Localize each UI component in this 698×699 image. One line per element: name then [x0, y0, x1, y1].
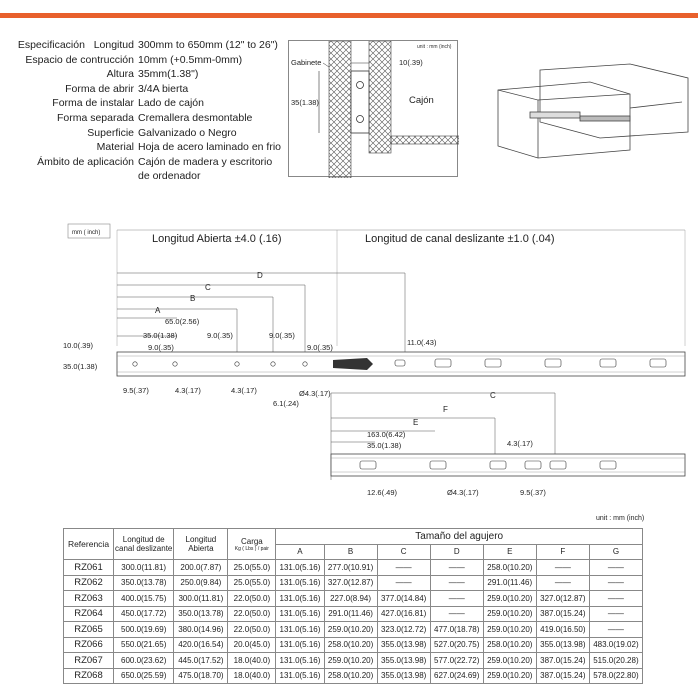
- table-cell: 483.0(19.02): [589, 637, 642, 653]
- mounting-slot: [600, 461, 616, 469]
- table-cell: 627.0(24.69): [430, 668, 483, 684]
- spec-row: [8, 169, 288, 184]
- table-cell: 291.0(11.46): [324, 606, 377, 622]
- table-cell: 18.0(40.0): [228, 668, 276, 684]
- mounting-slot: [545, 359, 561, 367]
- table-cell: 227.0(8.94): [324, 591, 377, 607]
- table-body: [64, 560, 643, 684]
- table-cell: ——: [536, 560, 589, 576]
- table-cell: ——: [377, 575, 430, 591]
- table-cell: 550.0(21.65): [114, 637, 174, 653]
- drawer-illustration: [490, 60, 690, 170]
- table-cell: 355.0(13.98): [377, 637, 430, 653]
- spec-row: [8, 96, 288, 111]
- table-cell-ref: RZ067: [64, 653, 114, 669]
- spec-value: de ordenador: [138, 170, 201, 183]
- dim-10: 10.0(.39): [63, 341, 94, 350]
- table-cell: 420.0(16.54): [174, 637, 228, 653]
- longitud-canal-label: Longitud de canal deslizante ±1.0 (.04): [365, 233, 555, 245]
- dimension-C: C: [205, 283, 211, 292]
- gap-dimension: 10(.39): [399, 58, 423, 67]
- table-row: [64, 606, 643, 622]
- table-cell: 259.0(10.20): [483, 591, 536, 607]
- table-cell: 25.0(55.0): [228, 575, 276, 591]
- section-diagram: [288, 40, 458, 177]
- mounting-slot: [650, 359, 666, 367]
- dim-35h: 35.0(1.38): [63, 362, 98, 371]
- drawer-slide-rail: [580, 116, 630, 121]
- table-cell: 18.0(40.0): [228, 653, 276, 669]
- table-row: [64, 622, 643, 638]
- header-longitud-canal: Longitud de canal deslizante: [114, 529, 174, 560]
- dim-43a: 4.3(.17): [175, 386, 201, 395]
- table-cell: 380.0(14.96): [174, 622, 228, 638]
- longitud-abierta-label: Longitud Abierta ±4.0 (.16): [152, 233, 282, 245]
- table-cell: 577.0(22.72): [430, 653, 483, 669]
- mounting-slot: [395, 360, 405, 366]
- dim-95b: 9.5(.37): [520, 488, 546, 497]
- specifications-list: [8, 38, 288, 184]
- dim-9b: 9.0(.35): [207, 331, 233, 340]
- cabinet-outline: [540, 64, 688, 138]
- mounting-hole: [271, 362, 275, 366]
- spec-row: [8, 140, 288, 155]
- table-cell: ——: [430, 575, 483, 591]
- dimension-C-lower: C: [490, 391, 496, 400]
- dim-43b: 4.3(.17): [231, 386, 257, 395]
- table-cell: 377.0(14.84): [377, 591, 430, 607]
- table-cell-ref: RZ062: [64, 575, 114, 591]
- table-cell: 22.0(50.0): [228, 606, 276, 622]
- header-longitud-abierta: Longitud Abierta: [174, 529, 228, 560]
- table-cell: 300.0(11.81): [114, 560, 174, 576]
- dimensions-table: [63, 528, 643, 684]
- table-cell: ——: [430, 606, 483, 622]
- table-cell: 131.0(5.16): [276, 560, 324, 576]
- table-cell: 600.0(23.62): [114, 653, 174, 669]
- table-cell: 300.0(11.81): [174, 591, 228, 607]
- table-cell: 131.0(5.16): [276, 622, 324, 638]
- header-col: E: [483, 544, 536, 560]
- spec-key-sub: Longitud: [93, 39, 134, 51]
- table-cell: 131.0(5.16): [276, 653, 324, 669]
- spec-key: Forma separada: [56, 111, 134, 124]
- table-cell: 25.0(55.0): [228, 560, 276, 576]
- table-cell: 20.0(45.0): [228, 637, 276, 653]
- spec-value: Cajón de madera y escritorio: [138, 155, 273, 168]
- table-cell: 131.0(5.16): [276, 575, 324, 591]
- table-cell: 400.0(15.75): [114, 591, 174, 607]
- spec-key: [8, 38, 138, 53]
- table-cell: 527.0(20.75): [430, 637, 483, 653]
- table-cell: 259.0(10.20): [324, 653, 377, 669]
- table-cell: 259.0(10.20): [483, 622, 536, 638]
- mounting-hole: [133, 362, 137, 366]
- table-cell: ——: [430, 560, 483, 576]
- table-cell: 131.0(5.16): [276, 606, 324, 622]
- dimension-E: E: [413, 418, 419, 427]
- section-diagram-svg: [289, 41, 459, 178]
- table-cell: 477.0(18.78): [430, 622, 483, 638]
- spec-value: Galvanizado o Negro: [138, 126, 237, 139]
- dim-phi2: Ø4.3(.17): [447, 488, 479, 497]
- table-cell: ——: [589, 560, 642, 576]
- spec-key: Forma de instalar: [52, 97, 134, 110]
- table-cell: 327.0(12.87): [324, 575, 377, 591]
- table-cell: 355.0(13.98): [377, 668, 430, 684]
- table-cell: 131.0(5.16): [276, 637, 324, 653]
- dim-43c: 4.3(.17): [507, 439, 533, 448]
- dimension-B: B: [190, 294, 196, 303]
- gabinete-label: Gabinete: [291, 58, 322, 67]
- dim-11: 11.0(.43): [407, 338, 437, 347]
- mounting-hole: [235, 362, 239, 366]
- table-cell: 445.0(17.52): [174, 653, 228, 669]
- table-unit-label: unit : mm (inch): [596, 515, 645, 522]
- table-cell: ——: [589, 606, 642, 622]
- mounting-slot: [485, 359, 501, 367]
- table-cell: ——: [430, 591, 483, 607]
- mounting-hole: [303, 362, 307, 366]
- spec-row: [8, 126, 288, 141]
- mounting-slot: [490, 461, 506, 469]
- table-cell: 327.0(12.87): [536, 591, 589, 607]
- spec-row: [8, 155, 288, 170]
- spec-key: Material: [96, 141, 134, 154]
- spec-value: 35mm(1.38"): [138, 68, 199, 81]
- header-accent-bar: [0, 0, 698, 18]
- table-cell: 355.0(13.98): [536, 637, 589, 653]
- table-cell-ref: RZ065: [64, 622, 114, 638]
- header-col: B: [324, 544, 377, 560]
- table-cell-ref: RZ066: [64, 637, 114, 653]
- table-cell: 350.0(13.78): [174, 606, 228, 622]
- slide-dimension-drawing: [55, 218, 695, 508]
- spec-row: [8, 67, 288, 82]
- drawer-wall: [369, 41, 391, 153]
- table-cell: 475.0(18.70): [174, 668, 228, 684]
- mounting-hole: [173, 362, 177, 366]
- spec-key: Altura: [106, 68, 134, 81]
- dim-9d: 9.0(.35): [307, 343, 333, 352]
- header-col: F: [536, 544, 589, 560]
- slide-profile: [351, 71, 369, 133]
- table-row: [64, 653, 643, 669]
- table-cell: 578.0(22.80): [589, 668, 642, 684]
- table-cell: 650.0(25.59): [114, 668, 174, 684]
- dim-phi: Ø4.3(.17): [299, 389, 331, 398]
- spec-key: Forma de abrir: [65, 82, 134, 95]
- mounting-slot: [600, 359, 616, 367]
- table-cell: 450.0(17.72): [114, 606, 174, 622]
- table-cell: ——: [589, 622, 642, 638]
- table-cell: 131.0(5.16): [276, 591, 324, 607]
- table-cell-ref: RZ061: [64, 560, 114, 576]
- dim-35: 35.0(1.38): [143, 331, 178, 340]
- dim-9a: 9.0(.35): [148, 343, 174, 352]
- spec-value: 300mm to 650mm (12" to 26"): [138, 39, 278, 51]
- dim-35b: 35.0(1.38): [367, 441, 402, 450]
- header-col: G: [589, 544, 642, 560]
- spec-key: Superficie: [87, 126, 134, 139]
- dimension-A: A: [155, 306, 161, 315]
- header-col: A: [276, 544, 324, 560]
- header-referencia: Referencia: [64, 529, 114, 560]
- table-cell: 259.0(10.20): [483, 668, 536, 684]
- table-cell-ref: RZ064: [64, 606, 114, 622]
- dim-163: 163.0(6.42): [367, 430, 406, 439]
- table-cell-ref: RZ068: [64, 668, 114, 684]
- table-row: [64, 575, 643, 591]
- table-cell: 515.0(20.28): [589, 653, 642, 669]
- table-cell: 350.0(13.78): [114, 575, 174, 591]
- spec-row: [8, 82, 288, 97]
- table-cell: 200.0(7.87): [174, 560, 228, 576]
- table-cell: 131.0(5.16): [276, 668, 324, 684]
- table-cell: 277.0(10.91): [324, 560, 377, 576]
- height-dimension: 35(1.38): [291, 98, 319, 107]
- table-cell: 258.0(10.20): [483, 637, 536, 653]
- table-cell: 259.0(10.20): [483, 606, 536, 622]
- mounting-slot: [525, 461, 541, 469]
- spec-value: 3/4A bierta: [138, 82, 189, 95]
- dim-9c: 9.0(.35): [269, 331, 295, 340]
- table-cell: 259.0(10.20): [483, 653, 536, 669]
- spec-row: [8, 38, 288, 53]
- dim-65: 65.0(2.56): [165, 317, 200, 326]
- table-row: [64, 560, 643, 576]
- mounting-slot: [435, 359, 451, 367]
- table-cell-ref: RZ063: [64, 591, 114, 607]
- table-cell: 500.0(19.69): [114, 622, 174, 638]
- table-cell: ——: [589, 575, 642, 591]
- dim-61: 6.1(.24): [273, 399, 299, 408]
- table-row: [64, 637, 643, 653]
- dimension-F: F: [443, 405, 448, 414]
- spec-value: 10mm (+0.5mm-0mm): [138, 53, 243, 66]
- table-cell: 22.0(50.0): [228, 591, 276, 607]
- slide-lever: [333, 358, 373, 370]
- table-cell: 387.0(15.24): [536, 668, 589, 684]
- slide-rail-inner: [331, 454, 685, 476]
- dim-126: 12.6(.49): [367, 488, 398, 497]
- cajon-label: Cajón: [409, 95, 434, 106]
- table-cell: 355.0(13.98): [377, 653, 430, 669]
- table-cell: ——: [536, 575, 589, 591]
- table-cell: 258.0(10.20): [483, 560, 536, 576]
- spec-value: Cremallera desmontable: [138, 111, 253, 124]
- drawer-slide: [530, 112, 580, 118]
- cabinet-wall: [329, 41, 351, 178]
- spec-key: Ámbito de aplicación: [37, 155, 134, 168]
- table-cell: 387.0(15.24): [536, 653, 589, 669]
- mounting-slot: [550, 461, 566, 469]
- table-cell: ——: [589, 591, 642, 607]
- table-cell: 22.0(50.0): [228, 622, 276, 638]
- table-cell: 387.0(15.24): [536, 606, 589, 622]
- spec-value: Hoja de acero laminado en frio: [138, 141, 282, 154]
- header-tamano: Tamaño del agujero: [276, 529, 643, 545]
- table-cell: 291.0(11.46): [483, 575, 536, 591]
- table-cell: 427.0(16.81): [377, 606, 430, 622]
- dim-95: 9.5(.37): [123, 386, 149, 395]
- table-cell: 323.0(12.72): [377, 622, 430, 638]
- spec-row: [8, 53, 288, 68]
- dimension-D: D: [257, 271, 263, 280]
- table-row: [64, 591, 643, 607]
- table-row: [64, 668, 643, 684]
- spec-key-label: Especificación: [17, 39, 85, 51]
- header-carga: Carga Kg ( Lbs ) / pair: [228, 529, 276, 560]
- spec-row: [8, 111, 288, 126]
- table-cell: 258.0(10.20): [324, 668, 377, 684]
- spec-value: Lado de cajón: [138, 97, 204, 110]
- mounting-slot: [360, 461, 376, 469]
- drawing-unit-label: mm ( inch): [72, 230, 101, 236]
- spec-key: Espacio de contrucción: [25, 53, 134, 66]
- mounting-slot: [430, 461, 446, 469]
- drawer-bottom: [391, 136, 459, 144]
- header-col: D: [430, 544, 483, 560]
- table-cell: ——: [377, 560, 430, 576]
- table-cell: 250.0(9.84): [174, 575, 228, 591]
- section-unit-label: unit : mm (inch): [417, 44, 452, 50]
- table-cell: 258.0(10.20): [324, 637, 377, 653]
- table-cell: 259.0(10.20): [324, 622, 377, 638]
- header-col: C: [377, 544, 430, 560]
- table-cell: 419.0(16.50): [536, 622, 589, 638]
